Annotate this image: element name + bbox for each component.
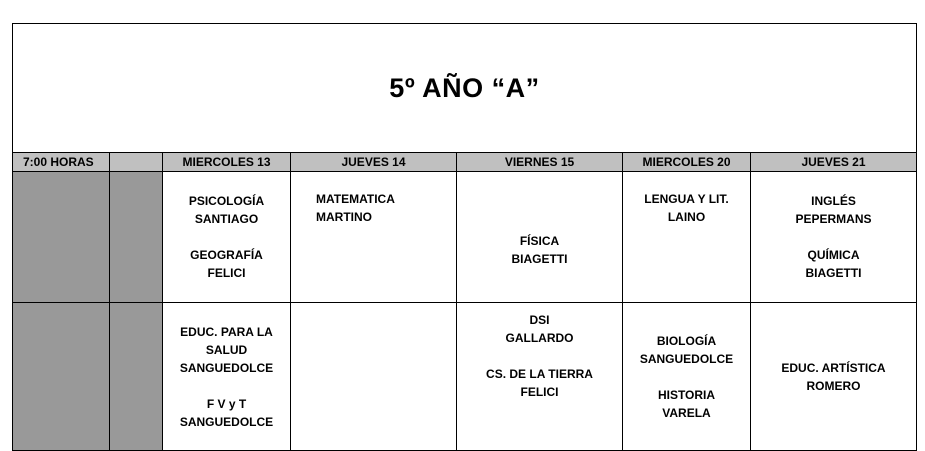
schedule-cell — [457, 172, 623, 303]
spacer-cell — [110, 172, 163, 303]
schedule-cell — [623, 172, 751, 303]
day-header: VIERNES 15 — [457, 153, 623, 172]
cell-text: DSI GALLARDO CS. DE LA TIERRA FELICI — [486, 313, 593, 399]
schedule-cell — [163, 172, 291, 303]
header-row — [13, 153, 917, 172]
table-row — [13, 303, 917, 451]
hours-header: 7:00 HORAS — [13, 153, 110, 172]
time-slot-cell — [13, 172, 110, 303]
day-header: MIERCOLES 13 — [163, 153, 291, 172]
schedule-cell — [163, 303, 291, 451]
schedule-table — [12, 23, 917, 451]
blank-header — [110, 153, 163, 172]
cell-text: EDUC. PARA LA SALUD SANGUEDOLCE F V y T SANGUEDOLCE — [179, 324, 274, 429]
schedule-cell — [623, 303, 751, 451]
day-header: JUEVES 14 — [291, 153, 457, 172]
table-row — [13, 172, 917, 303]
cell-text: FÍSICA BIAGETTI — [511, 234, 568, 266]
cell-text: BIOLOGÍA SANGUEDOLCE HISTORIA VARELA — [639, 333, 734, 420]
cell-text: INGLÉS PEPERMANS QUÍMICA BIAGETTI — [795, 194, 872, 280]
cell-text: PSICOLOGÍA SANTIAGO GEOGRAFÍA FELICI — [188, 194, 265, 280]
day-header: JUEVES 21 — [751, 153, 917, 172]
spacer-cell — [110, 303, 163, 451]
schedule-cell — [751, 172, 917, 303]
schedule-cell — [291, 172, 457, 303]
schedule-cell — [291, 303, 457, 451]
cell-text: LENGUA Y LIT. LAINO — [644, 192, 729, 224]
schedule-sheet — [12, 23, 917, 451]
cell-text: EDUC. ARTÍSTICA ROMERO — [781, 360, 886, 393]
cell-text: MATEMATICA MARTINO — [316, 192, 395, 224]
time-slot-cell — [13, 303, 110, 451]
day-header: MIERCOLES 20 — [623, 153, 751, 172]
page-title: 5º AÑO “A” — [13, 24, 917, 153]
schedule-cell — [457, 303, 623, 451]
schedule-cell — [751, 303, 917, 451]
